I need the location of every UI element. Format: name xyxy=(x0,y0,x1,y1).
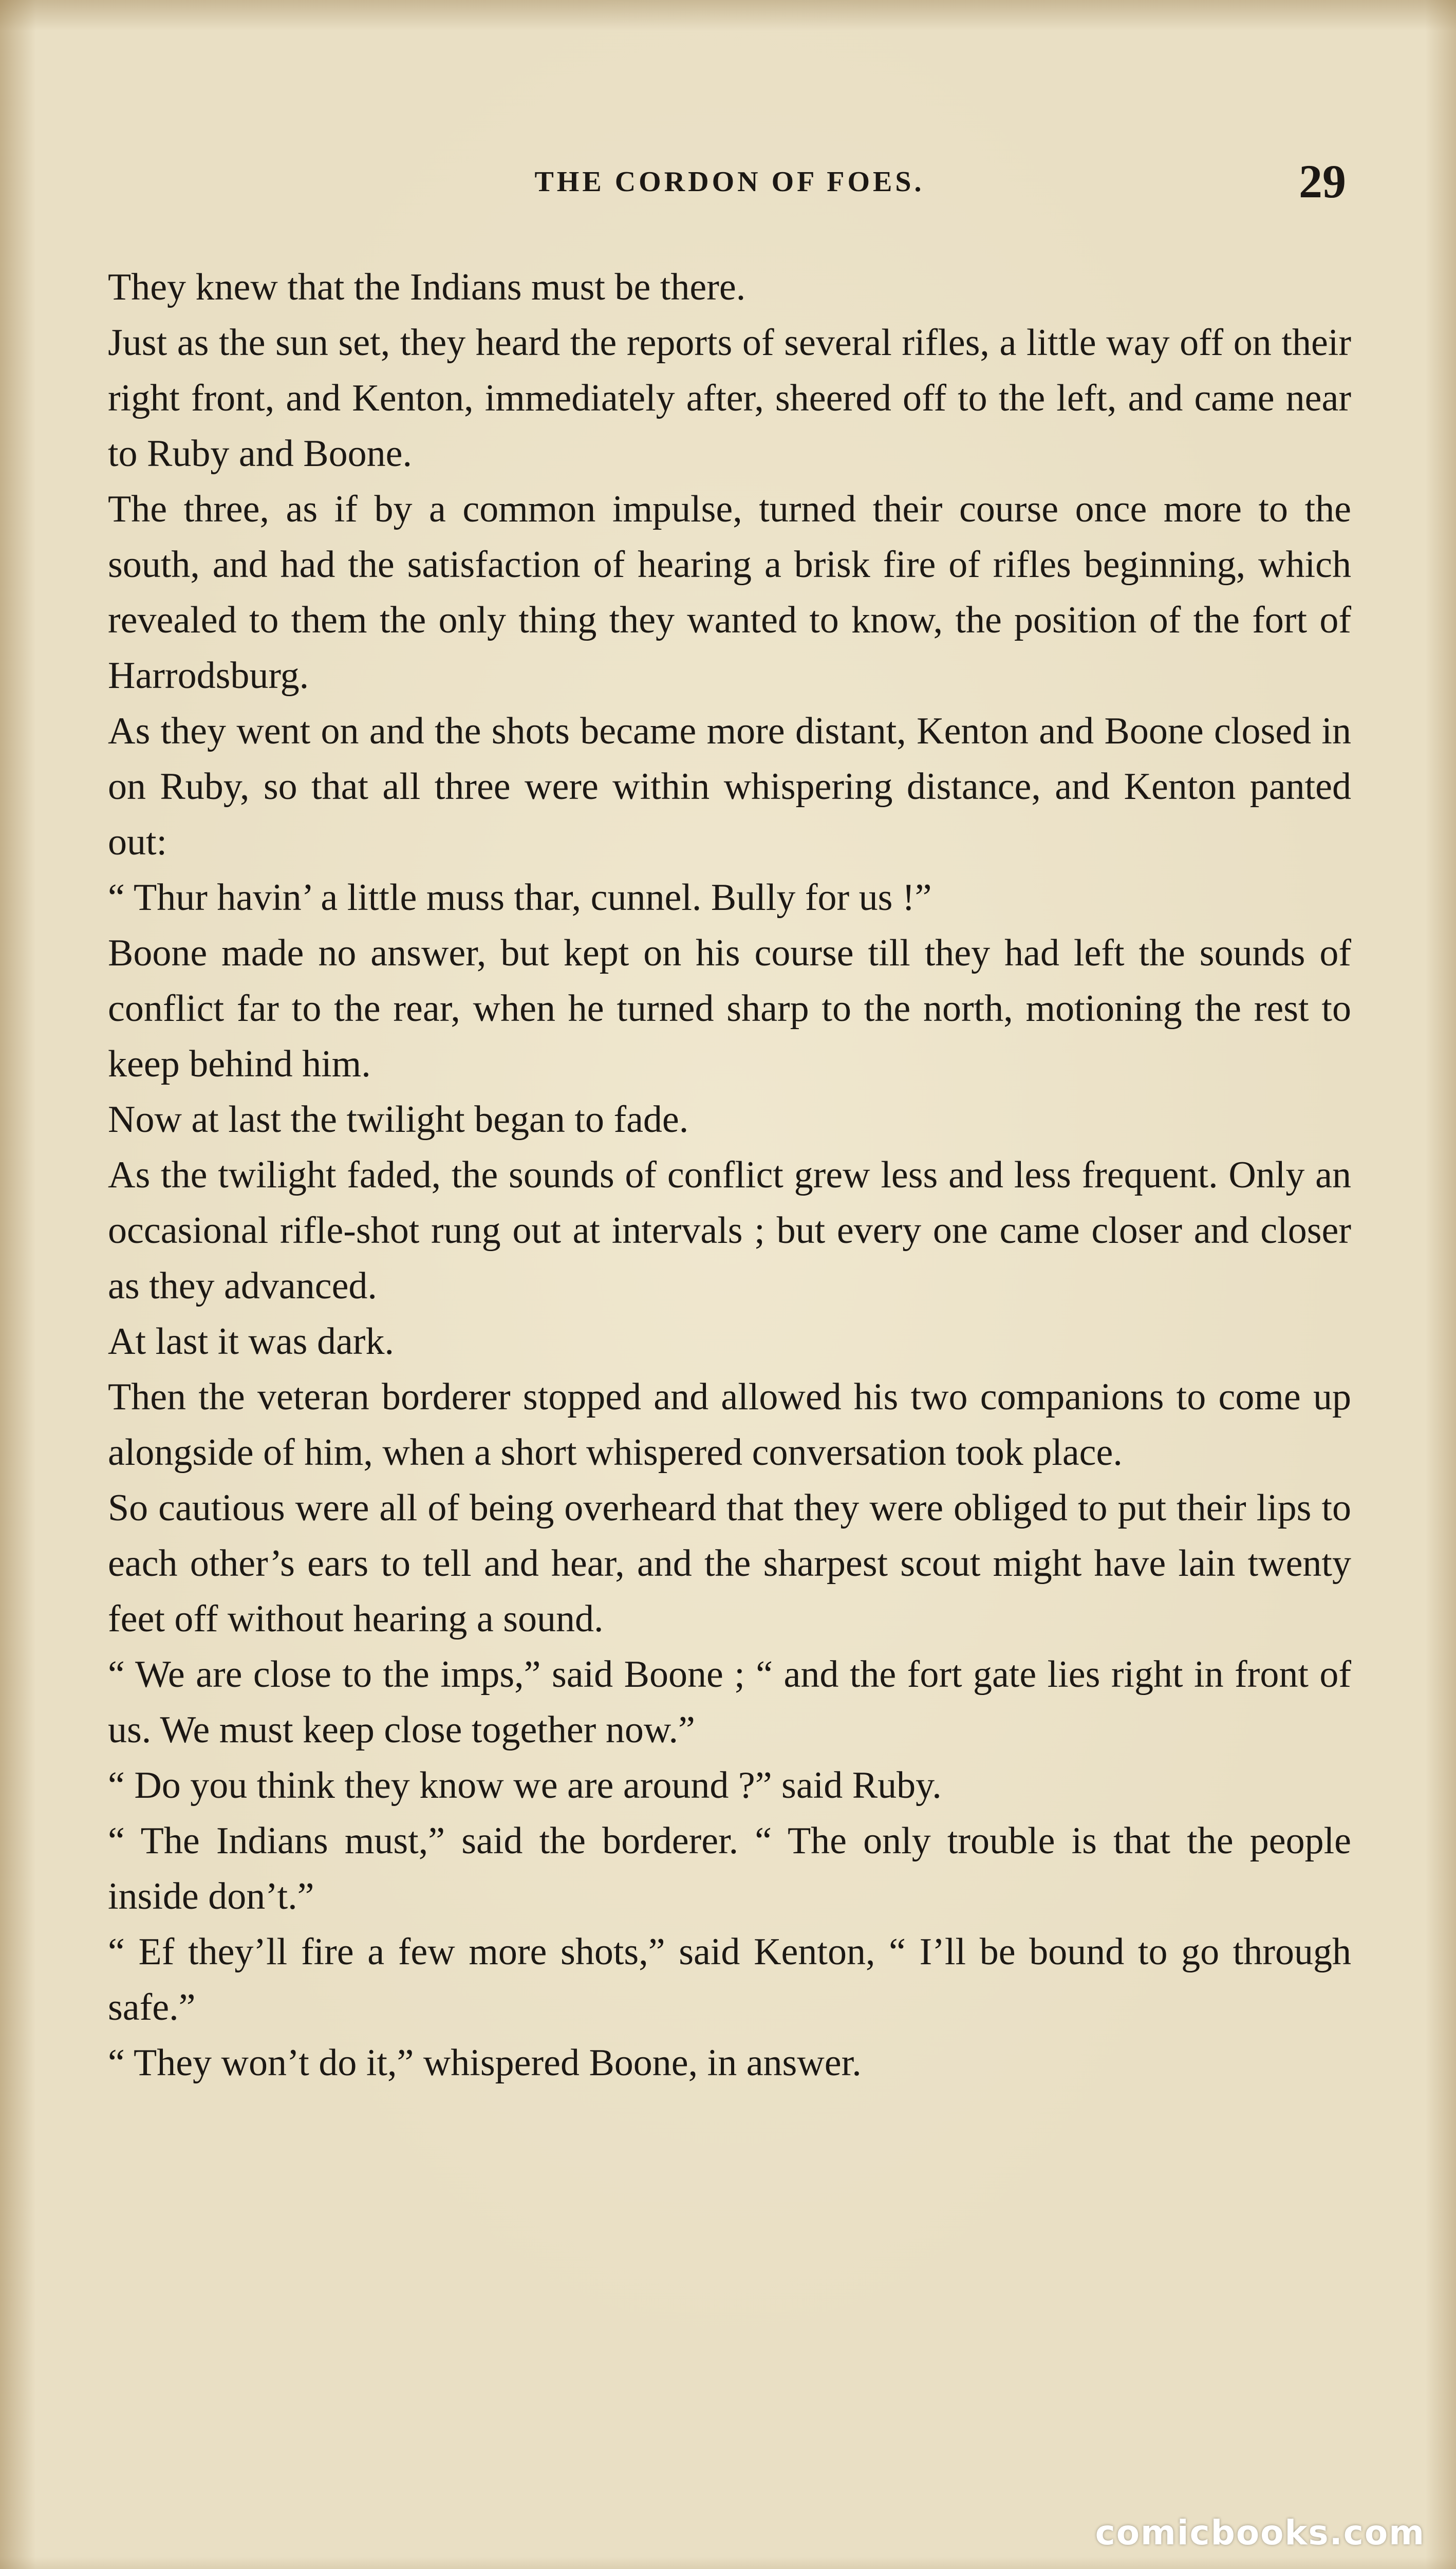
running-title: THE CORDON OF FOES. xyxy=(534,166,925,198)
paragraph: Now at last the twilight began to fade. xyxy=(108,1099,689,1141)
paragraph: As the twilight faded, the sounds of conflict grew less and less frequent. Only an occasional rifle-shot rung out at intervals ; but every one came closer and closer as they advanced. xyxy=(108,1154,1351,1307)
watermark: comicbooks.com xyxy=(1095,2513,1425,2553)
paragraph: “ Ef they’ll fire a few more shots,” said Kenton, “ I’ll be bound to go through safe.” xyxy=(108,1931,1351,2028)
paragraph: “ They won’t do it,” whispered Boone, in answer. xyxy=(108,2042,862,2084)
paragraph: Just as the sun set, they heard the reports of several rifles, a little way off on their right front, and Kenton, immediately after, sheered off to the left, and came near to Ruby and Boone. xyxy=(108,322,1351,475)
page-number: 29 xyxy=(1299,155,1346,208)
running-head xyxy=(103,154,1356,216)
paragraph: “ Do you think they know we are around ?” said Ruby. xyxy=(108,1764,942,1807)
paragraph: “ The Indians must,” said the borderer. “ The only trouble is that the people inside don’t.” xyxy=(108,1820,1351,1918)
body-text xyxy=(108,259,1351,2091)
paragraph: So cautious were all of being overheard that they were obliged to put their lips to each other’s ears to tell and hear, and the sharpest scout might have lain twenty feet off without hearing a sound. xyxy=(108,1487,1351,1640)
paragraph: The three, as if by a common impulse, turned their course once more to the south, and had the satisfaction of hearing a brisk fire of rifles beginning, which revealed to them the only thing they wanted to know, the position of the fort of Harrodsburg. xyxy=(108,488,1351,697)
paragraph: “ Thur havin’ a little muss thar, cunnel. Bully for us !” xyxy=(108,877,932,919)
paragraph: Boone made no answer, but kept on his course till they had left the sounds of conflict far to the rear, when he turned sharp to the north, motioning the rest to keep behind him. xyxy=(108,932,1351,1085)
paragraph: They knew that the Indians must be there. xyxy=(108,266,746,308)
paragraph: At last it was dark. xyxy=(108,1320,394,1363)
paragraph: As they went on and the shots became more distant, Kenton and Boone closed in on Ruby, so that all three were within whispering distance, and Kenton panted out: xyxy=(108,710,1351,863)
paragraph: Then the veteran borderer stopped and allowed his two companions to come up alongside of him, when a short whispered conversation took place. xyxy=(108,1376,1351,1474)
paragraph: “ We are close to the imps,” said Boone ; “ and the fort gate lies right in front of us. We must keep close together now.” xyxy=(108,1653,1351,1751)
